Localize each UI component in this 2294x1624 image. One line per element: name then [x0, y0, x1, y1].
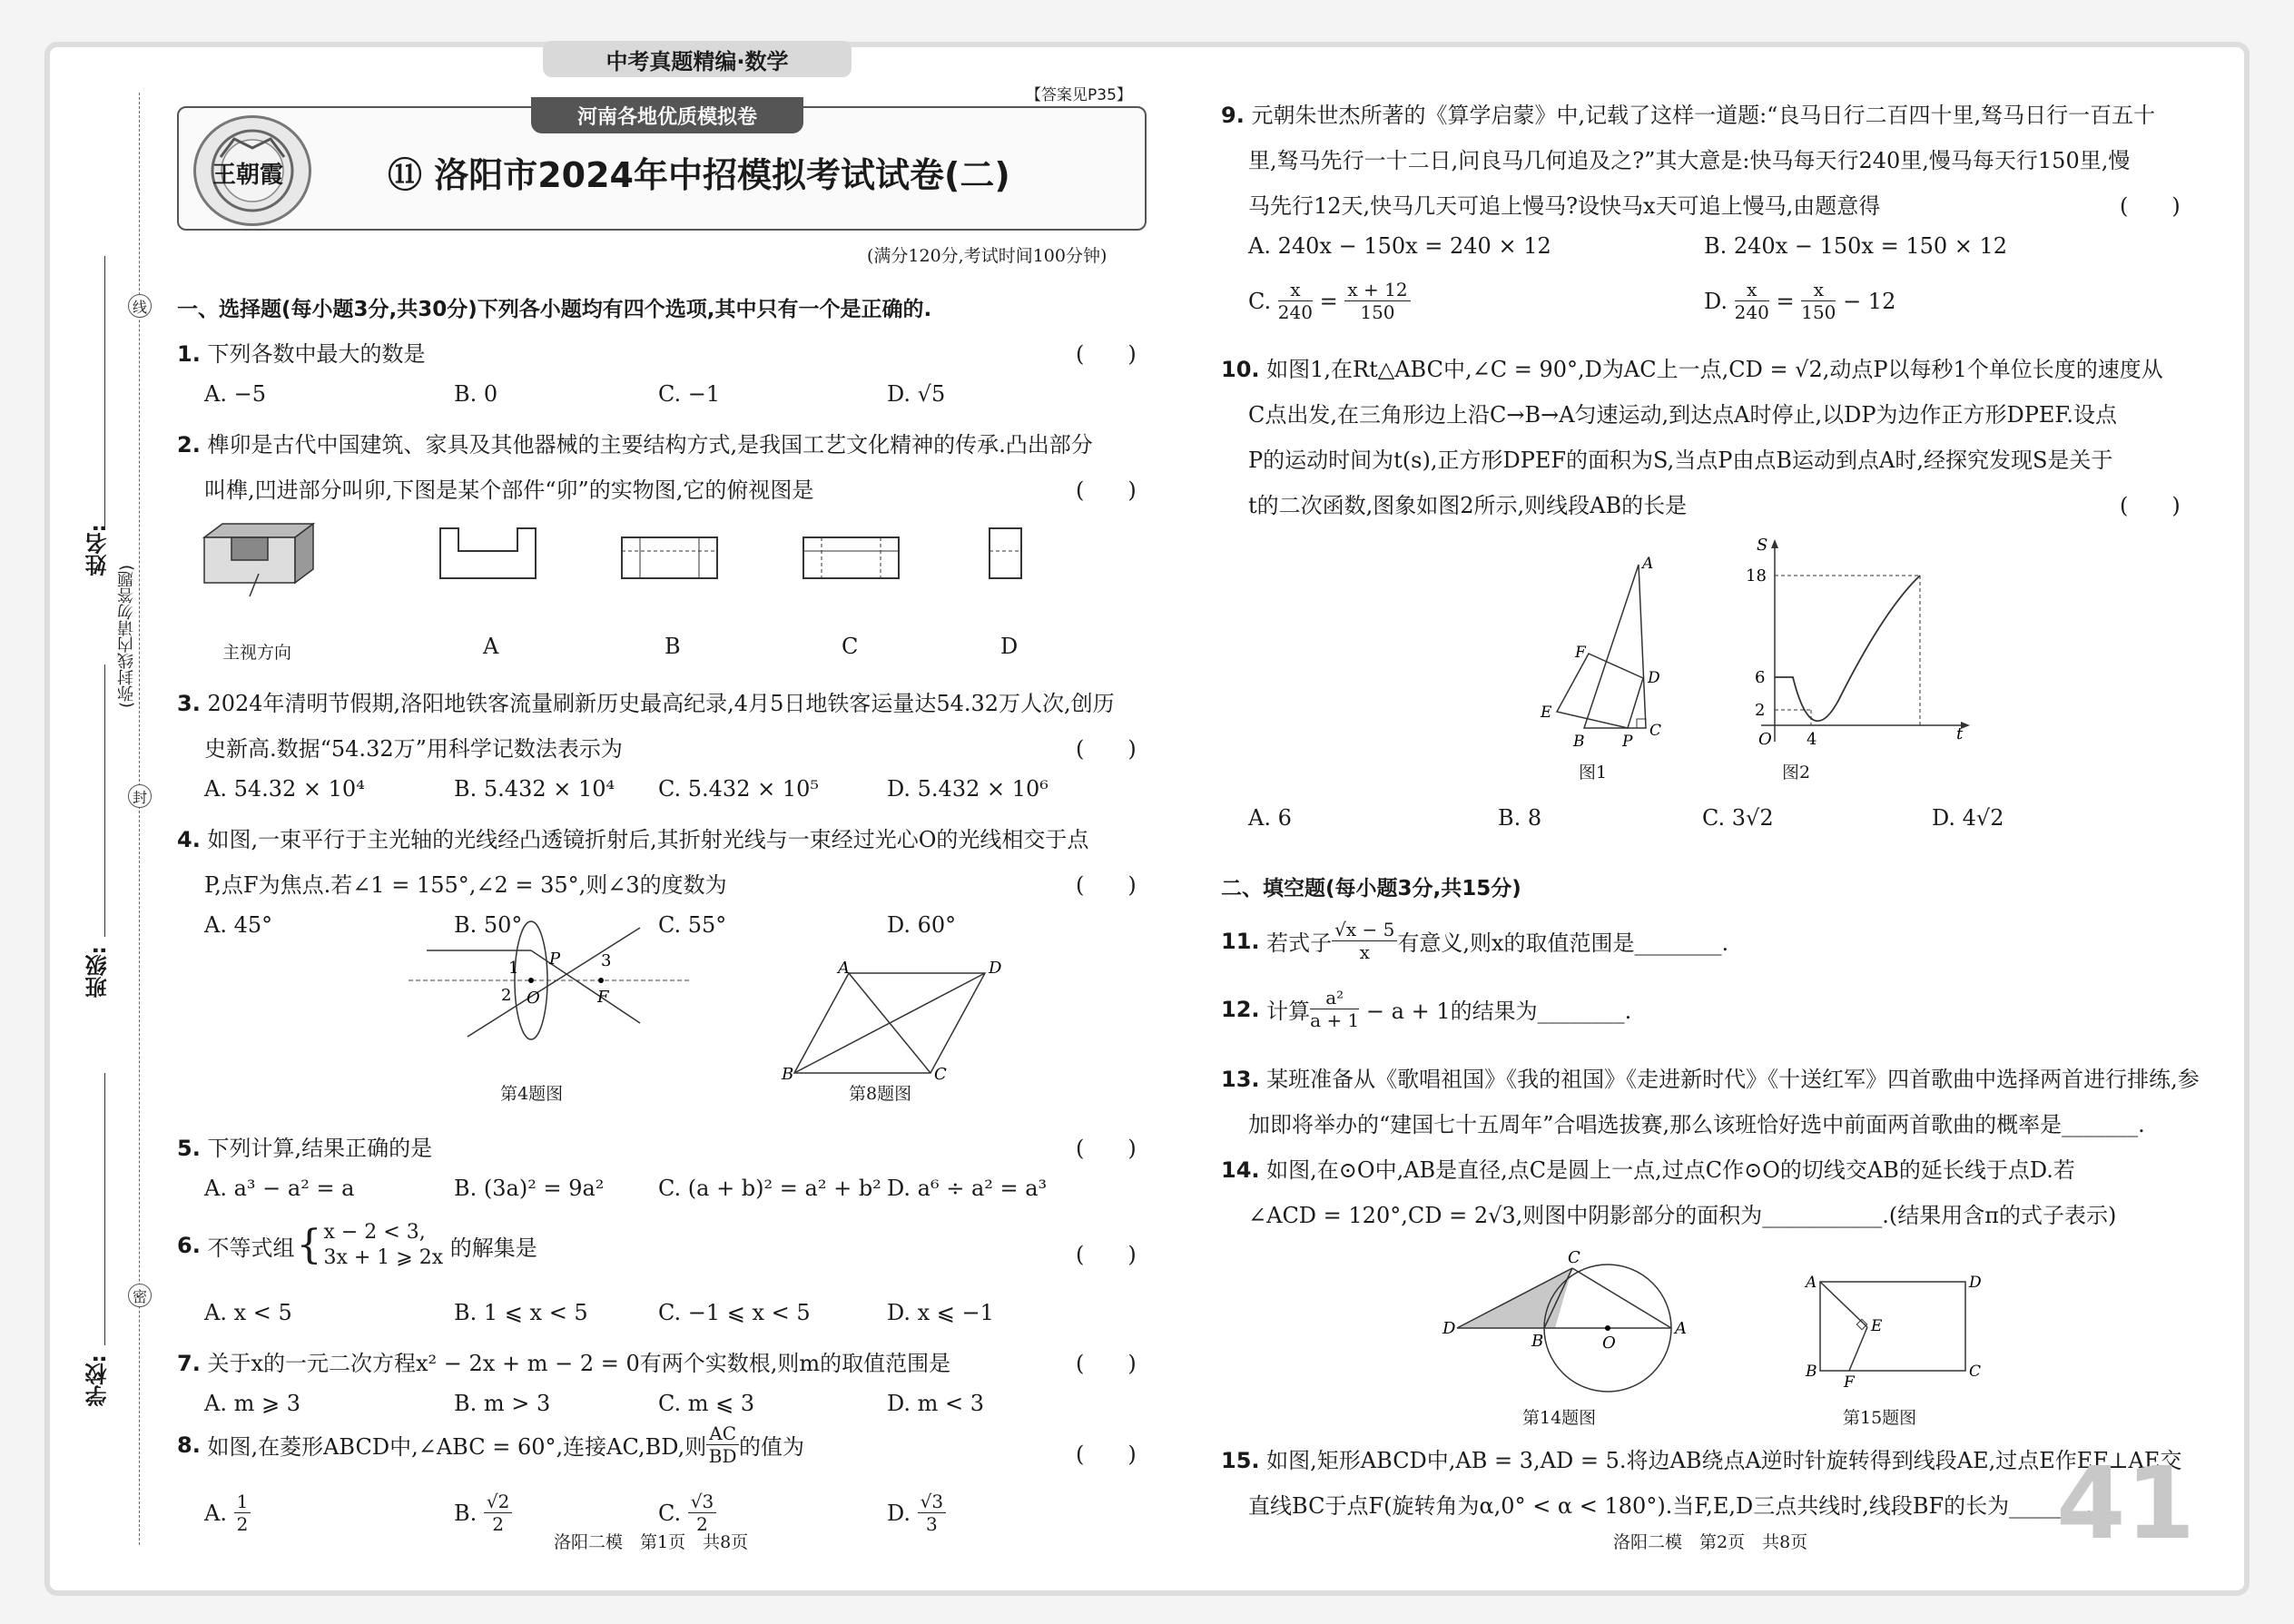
svg-text:E: E	[1541, 704, 1552, 722]
seal-mark-seal: 封	[128, 784, 152, 808]
q10-graph-figure	[1738, 537, 1974, 755]
school-label: 学校:	[85, 1354, 111, 1407]
svg-text:C: C	[1969, 1363, 1982, 1381]
svg-text:2: 2	[501, 986, 512, 1005]
q5-option-d[interactable]: D. a⁶ ÷ a² = a³	[887, 1176, 1048, 1201]
q11-stem: 11. 若式子 $\frac{√x - 5}{x}$ 有意义,则x的取值范围是________.	[1221, 919, 1729, 963]
mortise-3d-icon	[204, 524, 313, 596]
svg-text:C: C	[1568, 1248, 1580, 1267]
q10-option-a[interactable]: A. 6	[1248, 805, 1292, 831]
svg-text:F: F	[597, 988, 609, 1007]
q3-stem-line1: 3. 2024年清明节假期,洛阳地铁客流量刷新历史最高纪录,4月5日地铁客运量达54.32万人次,创历	[177, 691, 1115, 716]
fig8-label-b: B	[782, 1065, 794, 1084]
q13-stem-line2: 加即将举办的“建国七十五周年”合唱选拔赛,那么该班恰好选中前面两首歌曲的概率是_______.	[1248, 1112, 2145, 1137]
q7-option-c[interactable]: C. m ⩽ 3	[658, 1391, 755, 1416]
q5-option-b[interactable]: B. (3a)² = 9a²	[454, 1176, 605, 1201]
q9-option-b[interactable]: B. 240x − 150x = 150 × 12	[1704, 233, 2008, 259]
q2-answer-bracket[interactable]: ( )	[1076, 477, 1137, 503]
option-c-view-icon	[803, 537, 899, 578]
seal-note: (弥封线内请勿答题)	[117, 565, 136, 709]
q2-figure	[195, 510, 1067, 610]
svg-text:E: E	[1871, 1317, 1883, 1335]
logo	[193, 115, 311, 226]
q4-option-b[interactable]: B. 50°	[454, 912, 523, 938]
q9-answer-bracket[interactable]: ( )	[2120, 193, 2181, 219]
q10-fig1-caption: 图1	[1579, 763, 1608, 782]
class-line	[104, 664, 105, 937]
svg-text:O: O	[527, 989, 540, 1008]
svg-text:B: B	[1573, 733, 1585, 751]
q6-sys-line1: x − 2 < 3,	[323, 1221, 426, 1244]
svg-text:O: O	[1758, 730, 1772, 749]
svg-text:2: 2	[1755, 701, 1766, 720]
q12-stem: 12. 计算 $\frac{\text{a²}}{a + 1}$ − a + 1的结果为________.	[1221, 987, 1632, 1031]
svg-text:A: A	[1675, 1319, 1687, 1338]
q4-option-a[interactable]: A. 45°	[204, 912, 273, 938]
q7-answer-bracket[interactable]: ( )	[1076, 1351, 1137, 1376]
q5-answer-bracket[interactable]: ( )	[1076, 1136, 1137, 1161]
q4-stem-line1: 4. 如图,一束平行于主光轴的光线经凸透镜折射后,其折射光线与一束经过光心O的光线相交于点	[177, 827, 1089, 852]
svg-text:D: D	[1969, 1274, 1982, 1292]
name-line	[104, 256, 105, 528]
name-label: 姓名:	[85, 524, 111, 576]
svg-text:6: 6	[1755, 668, 1766, 687]
q14-fig-caption: 第14题图	[1522, 1408, 1597, 1428]
q8-option-a[interactable]: A. $\frac{1}{2}$	[204, 1491, 251, 1535]
page-number: 41	[2056, 1445, 2196, 1561]
q5-option-c[interactable]: C. (a + b)² = a² + b²	[658, 1176, 881, 1201]
svg-text:P: P	[549, 950, 561, 969]
q7-option-a[interactable]: A. m ⩾ 3	[204, 1391, 300, 1416]
q1-option-c[interactable]: C. −1	[658, 381, 721, 407]
q5-stem: 5. 下列计算,结果正确的是	[177, 1136, 433, 1161]
q9-option-a[interactable]: A. 240x − 150x = 240 × 12	[1248, 233, 1551, 259]
q6-sys-line2: 3x + 1 ⩾ 2x	[323, 1246, 444, 1269]
svg-text:B: B	[1806, 1363, 1817, 1381]
q10-stem-line2: C点出发,在三角形边上沿C→B→A匀速运动,到达点A时停止,以DP为边作正方形DPEF.设点	[1248, 402, 2117, 428]
q10-stem-line3: P的运动时间为t(s),正方形DPEF的面积为S,当点P由点B运动到点A时,经探究发现S是关于	[1248, 448, 2113, 473]
svg-text:18: 18	[1746, 566, 1767, 586]
q4-answer-bracket[interactable]: ( )	[1076, 872, 1137, 898]
school-line	[104, 1073, 105, 1345]
option-b-view-icon	[622, 537, 717, 578]
q9-option-d[interactable]: D. $\frac{x}{240}$ = $\frac{x}{150}$ − 12	[1704, 279, 1896, 323]
q4-lens-figure	[399, 910, 699, 1055]
svg-text:F: F	[1575, 644, 1586, 662]
section2-title: 二、填空题(每小题3分,共15分)	[1221, 877, 1521, 901]
q3-stem-line2: 史新高.数据“54.32万”用科学记数法表示为	[204, 736, 623, 762]
q6-option-c[interactable]: C. −1 ⩽ x < 5	[658, 1300, 811, 1325]
q10-stem-line4: t的二次函数,图象如图2所示,则线段AB的长是	[1248, 493, 1688, 518]
q9-stem-line2: 里,驽马先行一十二日,问良马几何追及之?”其大意是:快马每天行240里,慢马每天行150里,慢	[1248, 148, 2131, 173]
svg-text:O: O	[1602, 1334, 1616, 1353]
q10-stem-line1: 10. 如图1,在Rt△ABC中,∠C = 90°,D为AC上一点,CD = √2,动点P以每秒1个单位长度的速度从	[1221, 357, 2163, 382]
footer-right: 洛阳二模 第2页 共8页	[1613, 1532, 1808, 1552]
section1-title: 一、选择题(每小题3分,共30分)下列各小题均有四个选项,其中只有一个是正确的.	[177, 298, 932, 321]
exam-sheet	[50, 47, 2244, 1590]
q9-option-c[interactable]: C. $\frac{x}{240}$ = $\frac{x + 12}{150}$	[1248, 279, 1411, 323]
q10-fig2-caption: 图2	[1782, 763, 1811, 782]
q1-option-a[interactable]: A. −5	[204, 381, 266, 407]
fig8-label-d: D	[989, 959, 1002, 978]
q2-label-b[interactable]: B	[665, 634, 681, 659]
q6-option-d[interactable]: D. x ⩽ −1	[887, 1300, 994, 1325]
exam-meta: (满分120分,考试时间100分钟)	[867, 246, 1108, 266]
q3-answer-bracket[interactable]: ( )	[1076, 736, 1137, 762]
q10-option-c[interactable]: C. 3√2	[1702, 805, 1774, 831]
q13-stem-line1: 13. 某班准备从《歌唱祖国》《我的祖国》《走进新时代》《十送红军》四首歌曲中选择两首进行排练,参	[1221, 1067, 2200, 1092]
q10-option-d[interactable]: D. 4√2	[1932, 805, 2004, 831]
answer-ref: 【答案见P35】	[1026, 86, 1132, 104]
q8-option-c[interactable]: C. $\frac{√3}{2}$	[658, 1491, 716, 1535]
q6-option-b[interactable]: B. 1 ⩽ x < 5	[454, 1300, 588, 1325]
svg-text:4: 4	[1807, 730, 1817, 749]
q1-answer-bracket[interactable]: ( )	[1076, 341, 1137, 367]
q6-stem: 6. 不等式组 { x − 2 < 3, 3x + 1 ⩾ 2x 的解集是	[177, 1221, 537, 1269]
footer-left: 洛阳二模 第1页 共8页	[554, 1532, 749, 1552]
q1-option-d[interactable]: D. √5	[887, 381, 946, 407]
series-tab: 中考真题精编·数学	[543, 41, 852, 77]
logo-text: 王朝霞	[212, 162, 284, 189]
q2-stem-line1: 2. 榫卯是古代中国建筑、家具及其他器械的主要结构方式,是我国工艺文化精神的传承.凸出部分	[177, 432, 1093, 458]
q4-fig-caption: 第4题图	[500, 1084, 564, 1104]
q2-label-d[interactable]: D	[1000, 634, 1019, 659]
q4-option-d[interactable]: D. 60°	[887, 912, 957, 938]
q2-caption-direction: 主视方向	[222, 643, 292, 663]
svg-text:3: 3	[601, 951, 612, 970]
q2-label-c[interactable]: C	[842, 634, 859, 659]
q7-option-b[interactable]: B. m > 3	[454, 1391, 551, 1416]
q15-stem-line1: 15. 如图,矩形ABCD中,AB = 3,AD = 5.将边AB绕点A逆时针旋转得到线段AE,过点E作EF⊥AE交	[1221, 1448, 2182, 1473]
q10-option-b[interactable]: B. 8	[1498, 805, 1542, 831]
q15-fig-caption: 第15题图	[1843, 1408, 1917, 1428]
option-d-view-icon	[989, 528, 1021, 578]
q8-fig-caption: 第8题图	[849, 1084, 912, 1104]
q2-stem-line2: 叫榫,凹进部分叫卯,下图是某个部件“卯”的实物图,它的俯视图是	[204, 477, 814, 503]
svg-text:D: D	[1442, 1319, 1456, 1338]
svg-text:1: 1	[508, 959, 519, 978]
svg-text:A: A	[1642, 555, 1654, 573]
svg-text:A: A	[1806, 1274, 1817, 1292]
q14-stem-line2: ∠ACD = 120°,CD = 2√3,则图中阴影部分的面积为___________.(结果用含π的式子表示)	[1248, 1203, 2117, 1228]
q6-option-a[interactable]: A. x < 5	[204, 1300, 292, 1325]
svg-text:t: t	[1956, 724, 1964, 743]
fig8-label-a: A	[838, 959, 850, 978]
seal-mark-mi: 密	[128, 1284, 152, 1307]
q6-answer-bracket[interactable]: ( )	[1076, 1242, 1137, 1267]
q3-option-c[interactable]: C. 5.432 × 10⁵	[658, 776, 819, 802]
q15-rect-figure	[1793, 1273, 1984, 1392]
q1-option-b[interactable]: B. 0	[454, 381, 498, 407]
q8-rhombus-figure	[776, 955, 1003, 1082]
q8-answer-bracket[interactable]: ( )	[1076, 1442, 1137, 1467]
q3-option-a[interactable]: A. 54.32 × 10⁴	[204, 776, 365, 802]
q4-stem-line2: P,点F为焦点.若∠1 = 155°,∠2 = 35°,则∠3的度数为	[204, 872, 727, 898]
q8-stem: 8. 如图,在菱形ABCD中,∠ABC = 60°,连接AC,BD,则 $\frac{AC}{BD}$ 的值为	[177, 1422, 805, 1467]
q1-stem: 1. 下列各数中最大的数是	[177, 341, 426, 367]
q8-option-b[interactable]: B. $\frac{√2}{2}$	[454, 1491, 512, 1535]
q3-option-d[interactable]: D. 5.432 × 10⁶	[887, 776, 1049, 802]
category-banner: 河南各地优质模拟卷	[531, 97, 803, 133]
q15-stem-line2: 直线BC于点F(旋转角为α,0° < α < 180°).当F,E,D三点共线时,线段BF的长为_______.	[1248, 1493, 2092, 1519]
q8-option-d[interactable]: D. $\frac{√3}{3}$	[887, 1491, 946, 1535]
svg-text:S: S	[1757, 536, 1768, 555]
svg-text:B: B	[1531, 1332, 1544, 1351]
option-a-view-icon	[440, 528, 536, 578]
exam-title: ⑪ 洛阳市2024年中招模拟考试试卷(二)	[388, 155, 1010, 195]
class-label: 班级:	[85, 946, 111, 999]
q9-stem-line1: 9. 元朝朱世杰所著的《算学启蒙》中,记载了这样一道题:“良马日行二百四十里,驽马日行一百五十	[1221, 103, 2156, 128]
q7-option-d[interactable]: D. m < 3	[887, 1391, 985, 1416]
q10-answer-bracket[interactable]: ( )	[2120, 493, 2181, 518]
q5-option-a[interactable]: A. a³ − a² = a	[204, 1176, 355, 1201]
q9-stem-line3: 马先行12天,快马几天可追上慢马?设快马x天可追上慢马,由题意得	[1248, 193, 1881, 219]
svg-text:F: F	[1844, 1373, 1855, 1392]
svg-text:D: D	[1648, 669, 1660, 687]
q7-stem: 7. 关于x的一元二次方程x² − 2x + m − 2 = 0有两个实数根,则m的取值范围是	[177, 1351, 951, 1376]
fig8-label-c: C	[934, 1065, 947, 1084]
q2-label-a[interactable]: A	[483, 634, 499, 659]
q10-triangle-figure	[1530, 556, 1693, 755]
q4-option-c[interactable]: C. 55°	[658, 912, 727, 938]
seal-mark-line: 线	[128, 294, 152, 318]
svg-text:C: C	[1649, 722, 1662, 740]
q14-stem-line1: 14. 如图,在⊙O中,AB是直径,点C是圆上一点,过点C作⊙O的切线交AB的延长线于点D.若	[1221, 1157, 2075, 1183]
q14-circle-figure	[1439, 1250, 1738, 1400]
q3-option-b[interactable]: B. 5.432 × 10⁴	[454, 776, 615, 802]
svg-text:P: P	[1622, 733, 1633, 751]
